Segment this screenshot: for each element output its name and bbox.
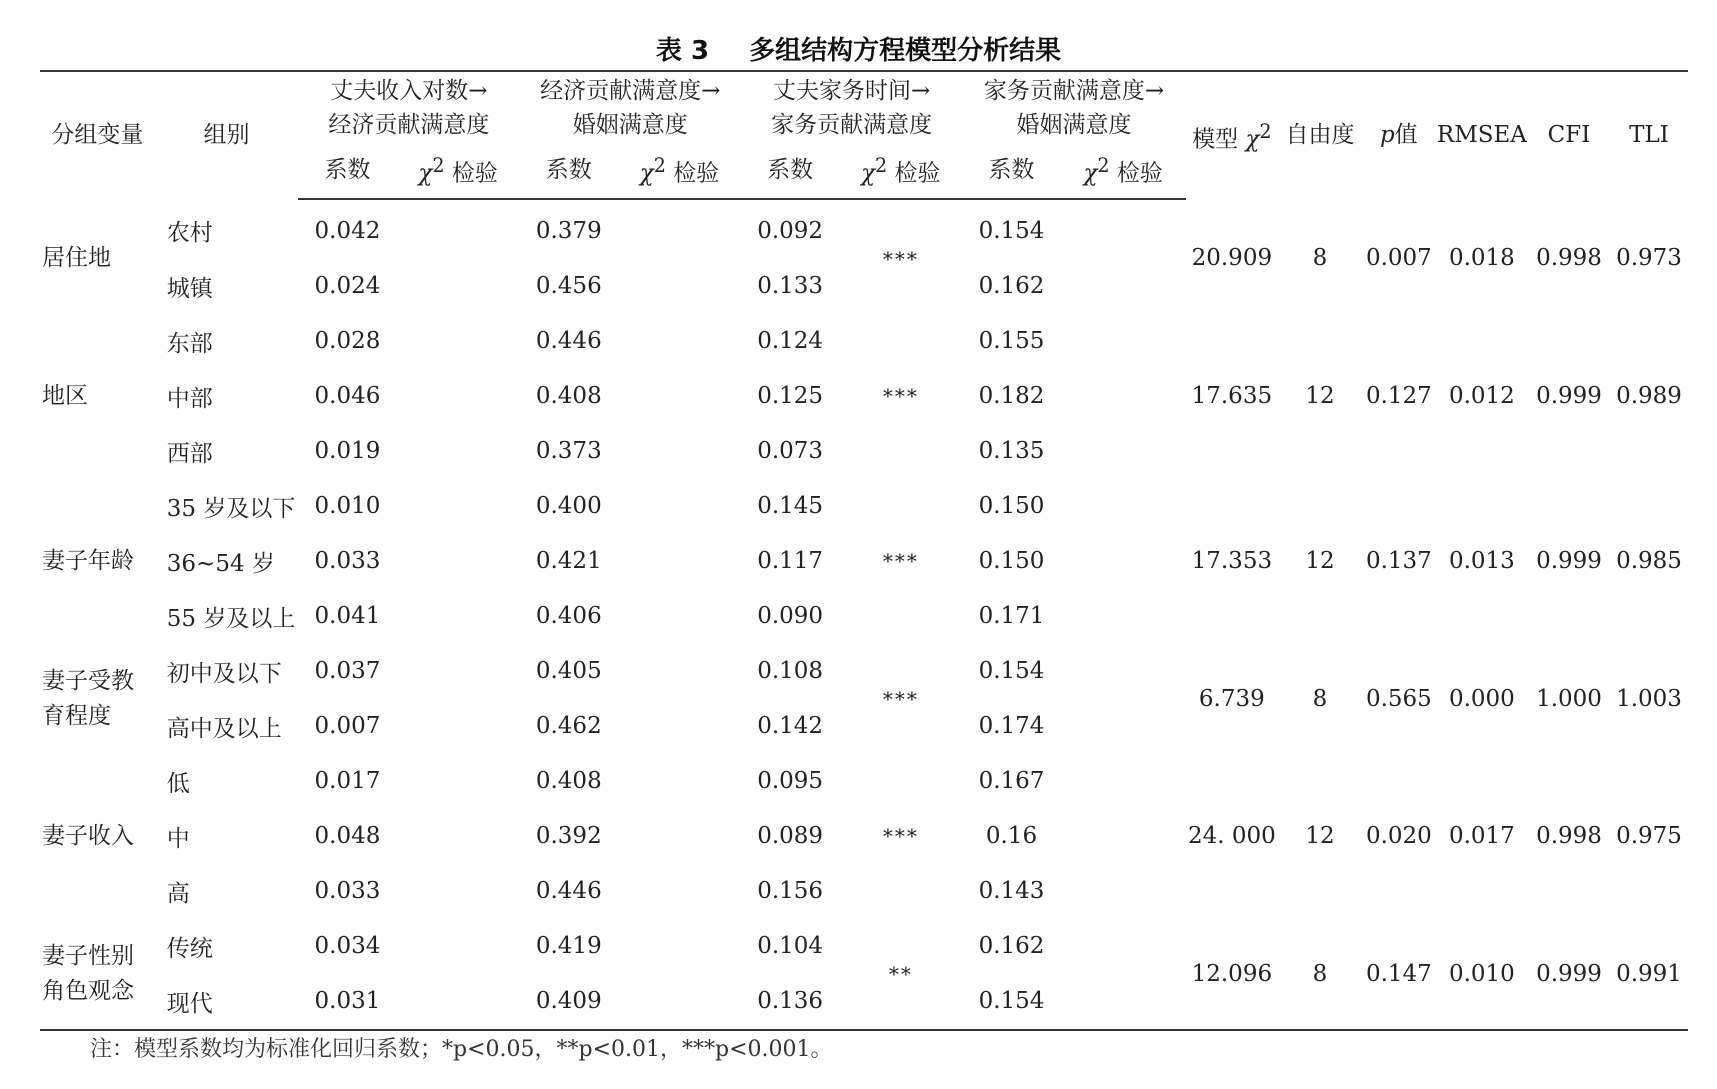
model-rmsea: 0.000 — [1448, 685, 1515, 712]
coef-path3: 0.117 — [757, 548, 824, 575]
group-label: 农村 — [166, 220, 213, 247]
coef-path4: 0.135 — [978, 438, 1045, 465]
coef-path2: 0.373 — [535, 438, 602, 465]
header-path2: 经济贡献满意度→ 婚姻满意度 — [540, 78, 721, 138]
coef-path1: 0.031 — [314, 988, 381, 1015]
model-cfi: 0.999 — [1536, 960, 1602, 987]
coef-path4: 0.162 — [978, 933, 1045, 960]
chi-test-path1 — [397, 199, 520, 314]
header-group-var: 分组变量 — [51, 122, 144, 149]
header-rmsea: RMSEA — [1436, 122, 1527, 149]
model-p: 0.147 — [1365, 960, 1432, 987]
model-rmsea: 0.018 — [1448, 245, 1515, 272]
coef-path2: 0.446 — [535, 878, 602, 905]
coef-path1: 0.037 — [314, 658, 381, 685]
coef-path4: 0.154 — [978, 988, 1045, 1015]
coef-path3: 0.125 — [757, 383, 824, 410]
header-chi-test: $\chi^2$ 检验 — [839, 142, 962, 199]
table-row — [40, 919, 1688, 974]
coef-path2: 0.419 — [535, 933, 602, 960]
group-label: 55 岁及以上 — [166, 605, 296, 632]
model-chi2: 17.635 — [1191, 383, 1273, 410]
coef-path2: 0.392 — [535, 823, 602, 850]
header-p: p值 — [1380, 122, 1418, 149]
header-df: 自由度 — [1285, 122, 1355, 149]
chi-test-path3: *** — [882, 686, 919, 711]
chi-test-path1 — [397, 919, 520, 1030]
coef-path3: 0.136 — [757, 988, 824, 1015]
coef-path2: 0.400 — [535, 493, 602, 520]
coef-path2: 0.421 — [535, 548, 602, 575]
model-cfi: 0.999 — [1536, 548, 1602, 575]
group-variable: 妻子年龄 — [42, 547, 134, 574]
coef-path1: 0.048 — [314, 823, 381, 850]
chi-test-path4 — [1061, 479, 1186, 644]
chi-test-path2 — [618, 919, 741, 1030]
table-row — [40, 199, 1688, 259]
model-p: 0.127 — [1365, 383, 1432, 410]
coef-path3: 0.142 — [757, 713, 824, 740]
table-row — [40, 479, 1688, 534]
group-label: 低 — [166, 770, 190, 797]
model-chi2: 6.739 — [1198, 685, 1265, 712]
chi-test-path4 — [1061, 644, 1186, 754]
model-cfi: 0.999 — [1536, 383, 1602, 410]
group-label: 初中及以下 — [166, 660, 282, 687]
table-note: 注：模型系数均为标准化回归系数；*p<0.05，**p<0.01，***p<0.001。 — [90, 1037, 833, 1062]
results-table — [40, 70, 1688, 1031]
group-variable: 妻子受教 育程度 — [42, 667, 134, 729]
model-df: 12 — [1305, 383, 1335, 410]
coef-path1: 0.033 — [314, 878, 381, 905]
header-path1: 丈夫收入对数→ 经济贡献满意度 — [328, 78, 490, 138]
model-rmsea: 0.017 — [1448, 823, 1515, 850]
chi-test-path2 — [618, 479, 741, 644]
coef-path4: 0.154 — [978, 218, 1045, 245]
chi-test-path3: *** — [882, 246, 919, 271]
chi-test-path1 — [397, 314, 520, 479]
model-cfi: 0.998 — [1536, 245, 1602, 272]
model-tli: 1.003 — [1616, 685, 1682, 712]
coef-path1: 0.042 — [314, 218, 381, 245]
model-chi2: 17.353 — [1191, 548, 1273, 575]
coef-path4: 0.150 — [978, 493, 1045, 520]
group-variable: 妻子性别 角色观念 — [42, 942, 134, 1004]
model-df: 8 — [1312, 685, 1328, 712]
model-cfi: 1.000 — [1536, 685, 1602, 712]
chi-test-path4 — [1061, 754, 1186, 919]
header-cfi: CFI — [1547, 122, 1591, 149]
coef-path4: 0.162 — [978, 273, 1045, 300]
table-header — [40, 71, 1688, 199]
table-row — [40, 644, 1688, 699]
coef-path3: 0.095 — [757, 768, 824, 795]
group-label: 城镇 — [166, 275, 213, 302]
model-df: 8 — [1312, 245, 1328, 272]
header-model-chi2: 模型 $\chi^2$ — [1192, 119, 1272, 153]
table-row — [40, 314, 1688, 369]
coef-path3: 0.073 — [757, 438, 824, 465]
coef-path4: 0.167 — [978, 768, 1045, 795]
model-tli: 0.989 — [1616, 383, 1682, 410]
header-chi-test: $\chi^2$ 检验 — [618, 142, 741, 199]
coef-path1: 0.007 — [314, 713, 381, 740]
group-label: 高 — [166, 880, 190, 907]
coef-path2: 0.462 — [535, 713, 602, 740]
model-tli: 0.975 — [1616, 823, 1682, 850]
chi-test-path1 — [397, 644, 520, 754]
coef-path2: 0.408 — [535, 768, 602, 795]
coef-path3: 0.133 — [757, 273, 824, 300]
coef-path3: 0.108 — [757, 658, 824, 685]
chi-test-path2 — [618, 199, 741, 314]
model-df: 12 — [1305, 823, 1335, 850]
chi-test-path1 — [397, 479, 520, 644]
coef-path3: 0.104 — [757, 933, 824, 960]
chi-test-path4 — [1061, 314, 1186, 479]
header-group: 组别 — [203, 122, 250, 149]
group-label: 东部 — [166, 330, 213, 357]
table-caption: 多组结构方程模型分析结果 — [749, 36, 1062, 66]
chi-test-path3: ** — [888, 961, 913, 986]
coef-path1: 0.033 — [314, 548, 381, 575]
coef-path2: 0.456 — [535, 273, 602, 300]
coef-path1: 0.028 — [314, 328, 381, 355]
header-path4: 家务贡献满意度→ 婚姻满意度 — [983, 78, 1165, 138]
coef-path3: 0.156 — [757, 878, 824, 905]
coef-path2: 0.446 — [535, 328, 602, 355]
header-chi-test: $\chi^2$ 检验 — [397, 142, 520, 199]
chi-test-path1 — [397, 754, 520, 919]
group-label: 35 岁及以下 — [166, 495, 296, 522]
group-variable: 地区 — [42, 382, 88, 409]
coef-path3: 0.089 — [757, 823, 824, 850]
model-p: 0.565 — [1365, 685, 1432, 712]
model-df: 8 — [1312, 960, 1328, 987]
table-number: 表 3 — [655, 36, 710, 66]
coef-path4: 0.150 — [978, 548, 1045, 575]
model-p: 0.020 — [1365, 823, 1432, 850]
model-tli: 0.991 — [1616, 960, 1682, 987]
group-label: 传统 — [166, 935, 213, 962]
header-coef: 系数 — [741, 142, 839, 199]
model-rmsea: 0.012 — [1448, 383, 1515, 410]
chi-test-path3: *** — [882, 384, 919, 409]
coef-path1: 0.024 — [314, 273, 381, 300]
chi-test-path2 — [618, 754, 741, 919]
coef-path4: 0.171 — [978, 603, 1045, 630]
chi-test-path2 — [618, 644, 741, 754]
model-cfi: 0.998 — [1536, 823, 1602, 850]
header-coef: 系数 — [962, 142, 1060, 199]
coef-path3: 0.145 — [757, 493, 824, 520]
chi-test-path4 — [1061, 199, 1186, 314]
header-tli: TLI — [1629, 122, 1669, 149]
coef-path4: 0.16 — [985, 823, 1038, 850]
coef-path2: 0.379 — [535, 218, 602, 245]
header-coef: 系数 — [520, 142, 618, 199]
table-body — [40, 199, 1688, 1030]
chi-test-path3: *** — [882, 549, 919, 574]
coef-path2: 0.409 — [535, 988, 602, 1015]
coef-path4: 0.143 — [978, 878, 1045, 905]
header-chi-test: $\chi^2$ 检验 — [1061, 142, 1186, 199]
chi-test-path3: *** — [882, 824, 919, 849]
coef-path1: 0.041 — [314, 603, 381, 630]
model-rmsea: 0.013 — [1448, 548, 1515, 575]
group-label: 中部 — [166, 385, 213, 412]
model-tli: 0.973 — [1616, 245, 1682, 272]
model-chi2: 12.096 — [1191, 960, 1273, 987]
model-chi2: 24. 000 — [1187, 823, 1276, 850]
coef-path4: 0.174 — [978, 713, 1045, 740]
coef-path4: 0.154 — [978, 658, 1045, 685]
coef-path1: 0.017 — [314, 768, 381, 795]
header-coef: 系数 — [298, 142, 396, 199]
group-label: 中 — [166, 825, 190, 852]
header-path3: 丈夫家务时间→ 家务贡献满意度 — [771, 78, 933, 138]
model-p: 0.137 — [1365, 548, 1432, 575]
group-variable: 妻子收入 — [42, 822, 134, 849]
table-title — [0, 30, 1717, 67]
model-p: 0.007 — [1365, 245, 1432, 272]
chi-test-path2 — [618, 314, 741, 479]
coef-path1: 0.019 — [314, 438, 381, 465]
coef-path2: 0.405 — [535, 658, 602, 685]
coef-path3: 0.090 — [757, 603, 824, 630]
model-df: 12 — [1305, 548, 1335, 575]
coef-path1: 0.034 — [314, 933, 381, 960]
model-rmsea: 0.010 — [1448, 960, 1515, 987]
group-variable: 居住地 — [42, 244, 111, 271]
coef-path4: 0.155 — [978, 328, 1045, 355]
coef-path1: 0.010 — [314, 493, 381, 520]
coef-path2: 0.406 — [535, 603, 602, 630]
coef-path4: 0.182 — [978, 383, 1045, 410]
group-label: 现代 — [166, 990, 213, 1017]
coef-path2: 0.408 — [535, 383, 602, 410]
coef-path3: 0.092 — [757, 218, 824, 245]
model-tli: 0.985 — [1616, 548, 1682, 575]
coef-path3: 0.124 — [757, 328, 824, 355]
chi-test-path4 — [1061, 919, 1186, 1030]
model-chi2: 20.909 — [1191, 245, 1273, 272]
group-label: 西部 — [166, 440, 213, 467]
group-label: 36~54 岁 — [166, 550, 275, 577]
group-label: 高中及以上 — [166, 715, 282, 742]
coef-path1: 0.046 — [314, 383, 381, 410]
table-row — [40, 754, 1688, 809]
